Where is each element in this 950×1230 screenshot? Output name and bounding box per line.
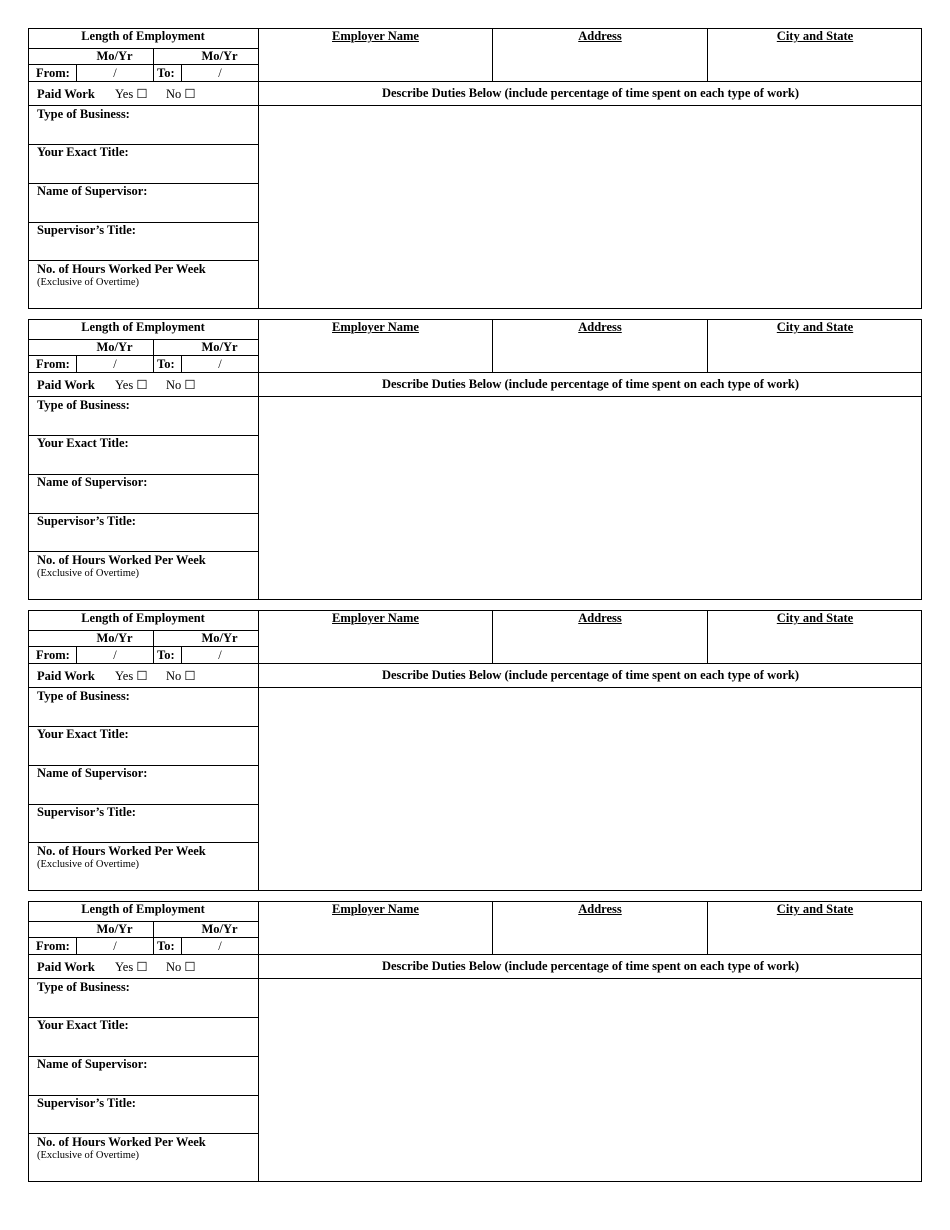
type-of-business-label: Type of Business:	[37, 980, 130, 994]
length-of-employment-label: Length of Employment	[81, 29, 205, 43]
city-state-label: City and State	[776, 902, 854, 916]
supervisor-title-label: Supervisor’s Title:	[37, 514, 136, 528]
exclusive-overtime-note: (Exclusive of Overtime)	[37, 568, 140, 579]
divider	[28, 260, 258, 261]
to-mo-yr-label: Mo/Yr	[201, 49, 238, 63]
to-date-field[interactable]: /	[218, 66, 222, 80]
to-mo-yr-label: Mo/Yr	[201, 922, 238, 936]
divider	[258, 610, 259, 890]
city-state-label: City and State	[776, 29, 854, 43]
employer-name-label: Employer Name	[332, 29, 419, 43]
to-label: To:	[157, 66, 175, 80]
from-date-field[interactable]: /	[113, 357, 117, 371]
employer-name-label: Employer Name	[332, 902, 419, 916]
supervisor-title-label: Supervisor’s Title:	[37, 223, 136, 237]
exact-title-label: Your Exact Title:	[37, 145, 129, 159]
paid-work-no-checkbox[interactable]: No ☐	[166, 669, 196, 683]
employment-block-4	[28, 901, 922, 1192]
hours-per-week-label: No. of Hours Worked Per Week	[37, 1135, 206, 1149]
to-label: To:	[157, 939, 175, 953]
describe-duties-label: Describe Duties Below (include percentage of time spent on each type of work)	[381, 959, 800, 973]
paid-work-label: Paid Work	[37, 378, 95, 392]
hours-per-week-label: No. of Hours Worked Per Week	[37, 262, 206, 276]
employment-block-2	[28, 319, 922, 610]
city-state-label: City and State	[776, 611, 854, 625]
exclusive-overtime-note: (Exclusive of Overtime)	[37, 1150, 140, 1161]
divider	[28, 81, 922, 82]
divider	[153, 48, 154, 81]
paid-work-no-checkbox[interactable]: No ☐	[166, 87, 196, 101]
describe-duties-label: Describe Duties Below (include percentage of time spent on each type of work)	[381, 377, 800, 391]
from-label: From:	[36, 648, 70, 662]
divider	[28, 551, 258, 552]
divider	[153, 339, 154, 372]
from-label: From:	[36, 939, 70, 953]
divider	[28, 646, 258, 647]
to-label: To:	[157, 648, 175, 662]
divider	[28, 663, 922, 664]
supervisor-name-label: Name of Supervisor:	[37, 184, 148, 198]
exclusive-overtime-note: (Exclusive of Overtime)	[37, 277, 140, 288]
from-mo-yr-label: Mo/Yr	[96, 922, 133, 936]
divider	[258, 28, 259, 308]
exact-title-label: Your Exact Title:	[37, 1018, 129, 1032]
divider	[28, 954, 922, 955]
employer-name-label: Employer Name	[332, 320, 419, 334]
to-mo-yr-label: Mo/Yr	[201, 631, 238, 645]
supervisor-name-label: Name of Supervisor:	[37, 766, 148, 780]
paid-work-no-checkbox[interactable]: No ☐	[166, 378, 196, 392]
from-label: From:	[36, 66, 70, 80]
from-date-field[interactable]: /	[113, 939, 117, 953]
paid-work-yes-checkbox[interactable]: Yes ☐	[115, 378, 148, 392]
from-label: From:	[36, 357, 70, 371]
length-of-employment-label: Length of Employment	[81, 320, 205, 334]
paid-work-yes-checkbox[interactable]: Yes ☐	[115, 669, 148, 683]
supervisor-title-label: Supervisor’s Title:	[37, 805, 136, 819]
divider	[28, 937, 258, 938]
exact-title-label: Your Exact Title:	[37, 727, 129, 741]
employer-name-label: Employer Name	[332, 611, 419, 625]
type-of-business-label: Type of Business:	[37, 398, 130, 412]
length-of-employment-label: Length of Employment	[81, 611, 205, 625]
exact-title-label: Your Exact Title:	[37, 436, 129, 450]
from-mo-yr-label: Mo/Yr	[96, 340, 133, 354]
from-mo-yr-label: Mo/Yr	[96, 49, 133, 63]
divider	[258, 319, 259, 599]
from-date-field[interactable]: /	[113, 648, 117, 662]
address-label: Address	[578, 611, 622, 625]
divider	[258, 901, 259, 1181]
divider	[28, 105, 922, 106]
to-date-field[interactable]: /	[218, 939, 222, 953]
address-label: Address	[578, 902, 622, 916]
divider	[28, 355, 258, 356]
divider	[28, 64, 258, 65]
type-of-business-label: Type of Business:	[37, 689, 130, 703]
paid-work-label: Paid Work	[37, 669, 95, 683]
to-date-field[interactable]: /	[218, 357, 222, 371]
to-mo-yr-label: Mo/Yr	[201, 340, 238, 354]
from-mo-yr-label: Mo/Yr	[96, 631, 133, 645]
type-of-business-label: Type of Business:	[37, 107, 130, 121]
divider	[28, 687, 922, 688]
paid-work-no-checkbox[interactable]: No ☐	[166, 960, 196, 974]
hours-per-week-label: No. of Hours Worked Per Week	[37, 844, 206, 858]
divider	[28, 396, 922, 397]
employment-block-1	[28, 28, 922, 319]
address-label: Address	[578, 320, 622, 334]
divider	[28, 978, 922, 979]
paid-work-yes-checkbox[interactable]: Yes ☐	[115, 87, 148, 101]
to-label: To:	[157, 357, 175, 371]
to-date-field[interactable]: /	[218, 648, 222, 662]
supervisor-title-label: Supervisor’s Title:	[37, 1096, 136, 1110]
paid-work-label: Paid Work	[37, 960, 95, 974]
describe-duties-label: Describe Duties Below (include percentage of time spent on each type of work)	[381, 668, 800, 682]
paid-work-yes-checkbox[interactable]: Yes ☐	[115, 960, 148, 974]
divider	[28, 372, 922, 373]
paid-work-label: Paid Work	[37, 87, 95, 101]
divider	[28, 1133, 258, 1134]
length-of-employment-label: Length of Employment	[81, 902, 205, 916]
divider	[153, 921, 154, 954]
city-state-label: City and State	[776, 320, 854, 334]
address-label: Address	[578, 29, 622, 43]
exclusive-overtime-note: (Exclusive of Overtime)	[37, 859, 140, 870]
divider	[28, 842, 258, 843]
hours-per-week-label: No. of Hours Worked Per Week	[37, 553, 206, 567]
divider	[153, 630, 154, 663]
supervisor-name-label: Name of Supervisor:	[37, 1057, 148, 1071]
supervisor-name-label: Name of Supervisor:	[37, 475, 148, 489]
describe-duties-label: Describe Duties Below (include percentage of time spent on each type of work)	[381, 86, 800, 100]
from-date-field[interactable]: /	[113, 66, 117, 80]
employment-block-3	[28, 610, 922, 901]
